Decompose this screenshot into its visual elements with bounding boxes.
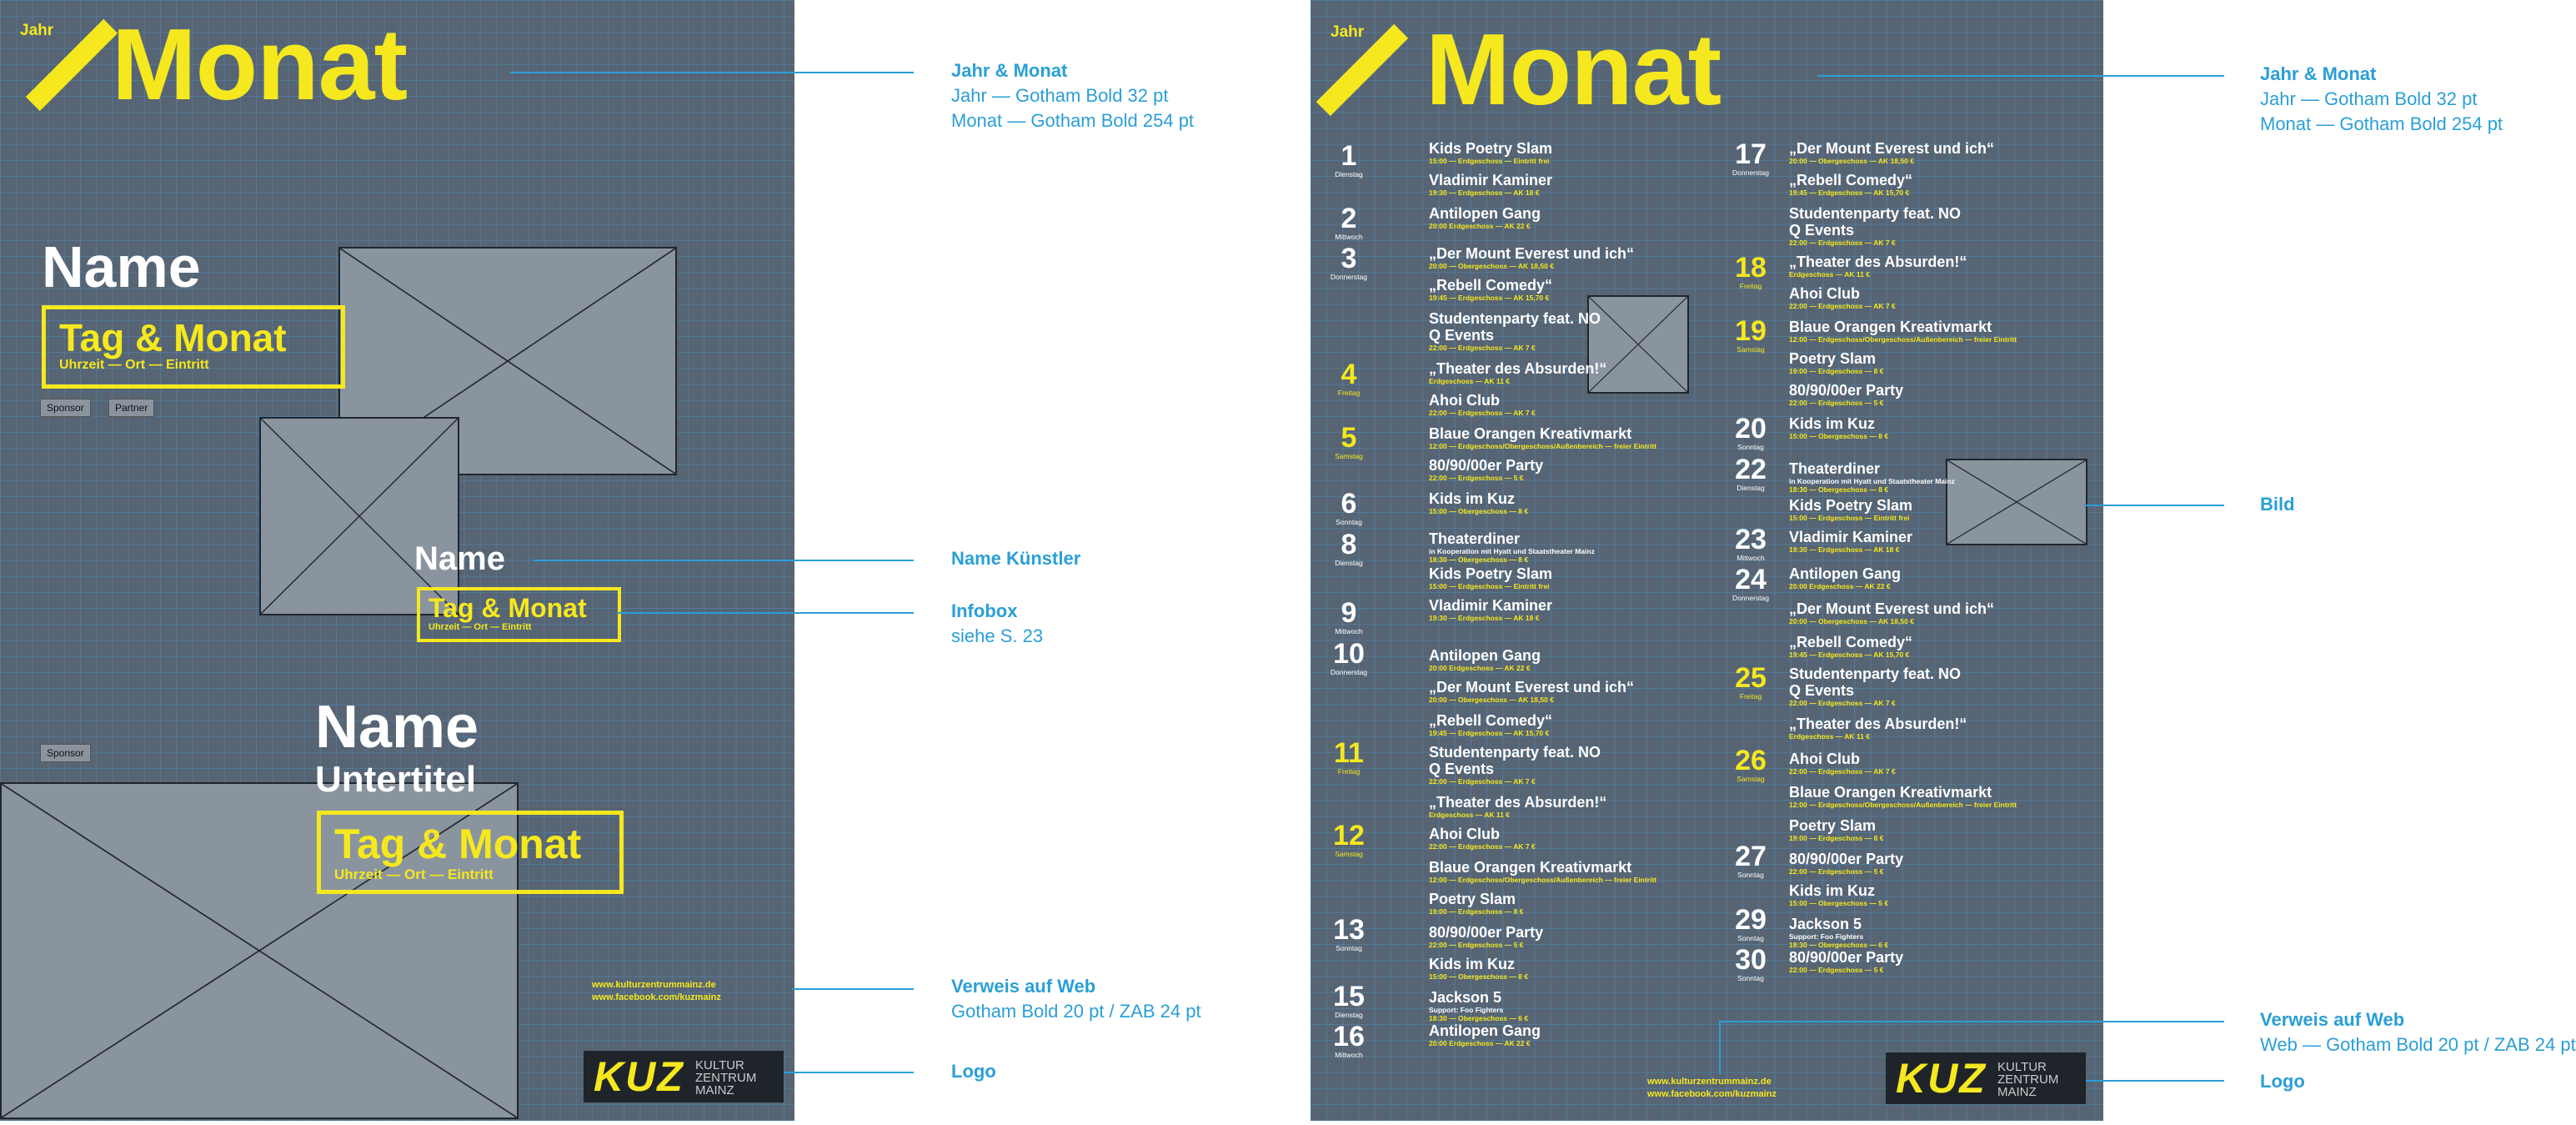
event-title: Theaterdiner	[1789, 460, 1881, 477]
event-info: 15:00 — Erdgeschoss — Eintritt frei	[1429, 582, 1550, 590]
logo-text: KULTUR ZENTRUM MAINZ	[695, 1058, 757, 1097]
day-number: 4	[1341, 359, 1357, 390]
weekday-label: Sonntag	[1737, 934, 1764, 942]
event-info: 12:00 — Erdgeschoss/Obergeschoss/Außenbereich — freier Eintritt	[1789, 801, 2017, 809]
event-title: 80/90/00er Party	[1429, 457, 1544, 474]
event-title: Kids im Kuz	[1429, 490, 1516, 507]
event-info: 22:00 — Erdgeschoss — 5 €	[1429, 474, 1524, 482]
event-title: „Der Mount Everest und ich“	[1429, 245, 1635, 262]
weekday-label: Freitag	[1337, 389, 1361, 397]
event-title: Antilopen Gang	[1429, 647, 1541, 664]
event-title: 80/90/00er Party	[1429, 924, 1544, 941]
calendar-day	[1324, 244, 1374, 281]
artist-name-1: Name	[42, 234, 201, 299]
event-info: Erdgeschoss — AK 11 €	[1429, 377, 1511, 385]
event-info: 15:00 — Erdgeschoss — Eintritt frei	[1429, 157, 1550, 165]
event-info: 22:00 — Erdgeschoss — AK 7 €	[1789, 699, 1896, 707]
day-number: 19	[1735, 315, 1767, 347]
calendar-day	[1726, 414, 1776, 451]
event-title: Vladimir Kaminer	[1789, 529, 1913, 545]
calendar-event	[1789, 665, 2106, 708]
calendar-event	[1789, 784, 2106, 810]
event-title: „Rebell Comedy“	[1789, 172, 1913, 188]
leader-line-logo	[784, 1072, 914, 1073]
weekday-label: Donnerstag	[1331, 273, 1367, 281]
logo-text: KULTUR ZENTRUM MAINZ	[1997, 1060, 2059, 1099]
event-info: 22:00 — Erdgeschoss — AK 7 €	[1429, 409, 1536, 417]
weekday-label: Sonntag	[1737, 443, 1764, 451]
event-title: „Rebell Comedy“	[1429, 712, 1553, 729]
event-info: 22:00 — Erdgeschoss — AK 7 €	[1789, 767, 1896, 776]
leader-line-infobox	[617, 612, 914, 614]
event-title: „Theater des Absurden!“	[1789, 254, 1967, 270]
calendar-event	[1429, 310, 1746, 353]
day-number: 23	[1735, 524, 1767, 555]
calendar-event	[1789, 254, 2106, 279]
event-info: 15:00 — Obergeschoss — 8 €	[1789, 432, 1889, 440]
sponsor-tag-2: Sponsor	[40, 744, 91, 762]
event-subtitle: Support: Foo Fighters	[1429, 1006, 1504, 1014]
calendar-event	[1429, 989, 1746, 1023]
leader-line-name	[534, 560, 914, 561]
infobox-2	[417, 587, 621, 642]
event-title: Jackson 5	[1789, 916, 1862, 932]
event-info: 22:00 — Erdgeschoss — 5 €	[1789, 867, 1884, 876]
calendar-event	[1429, 891, 1746, 917]
event-info: 19:45 — Erdgeschoss — AK 15,70 €	[1429, 729, 1550, 737]
weekday-label: Sonntag	[1336, 944, 1362, 952]
calendar-event	[1789, 565, 2106, 591]
calendar-day	[1324, 821, 1374, 858]
annotation-jahr-monat: Jahr & Monat Jahr — Gotham Bold 32 pt Monat — Gotham Bold 254 pt	[2260, 63, 2503, 134]
calendar-event	[1429, 172, 1746, 198]
calendar-event	[1429, 647, 1746, 673]
event-info: 19:30 — Erdgeschoss — AK 18 €	[1429, 614, 1540, 622]
day-number: 22	[1735, 454, 1767, 485]
kuz-logo	[1886, 1052, 2086, 1104]
annotation-web: Verweis auf Web Web — Gotham Bold 20 pt / ZAB 24 pt	[2260, 1009, 2576, 1055]
calendar-day	[1726, 455, 1776, 492]
kuz-logo	[584, 1051, 784, 1102]
event-info: 15:00 — Obergeschoss — 5 €	[1789, 899, 1889, 907]
event-info: 20:00 — Obergeschoss — AK 18,50 €	[1429, 696, 1554, 704]
event-info: 19:45 — Erdgeschoss — AK 15,70 €	[1429, 294, 1550, 302]
calendar-day	[1324, 916, 1374, 952]
facebook-link[interactable]: www.facebook.com/kuzmainz	[1647, 1089, 1777, 1099]
day-number: 18	[1735, 252, 1767, 284]
calendar-event	[1429, 425, 1746, 451]
day-number: 12	[1333, 820, 1365, 851]
event-info: 22:00 — Erdgeschoss — AK 7 €	[1429, 842, 1536, 851]
calendar-day	[1324, 739, 1374, 776]
calendar-event	[1429, 712, 1746, 738]
calendar-day	[1726, 254, 1776, 290]
calendar-event	[1429, 490, 1746, 516]
infobox-details: Uhrzeit — Ort — Eintritt	[428, 622, 532, 632]
weekday-label: Sonntag	[1737, 974, 1764, 982]
event-info: 19:00 — Erdgeschoss — 8 €	[1789, 834, 1884, 842]
calendar-event	[1789, 817, 2106, 843]
weekday-label: Samstag	[1737, 775, 1765, 783]
calendar-day	[1324, 490, 1374, 526]
calendar-event	[1789, 600, 2106, 626]
calendar-event	[1789, 350, 2106, 376]
event-title: Antilopen Gang	[1429, 205, 1541, 222]
event-title: „Theater des Absurden!“	[1429, 360, 1607, 377]
event-title: 80/90/00er Party	[1789, 851, 1904, 867]
year-label: Jahr	[20, 22, 54, 39]
web-links	[592, 979, 721, 1004]
event-info: 22:00 — Erdgeschoss — 5 €	[1429, 941, 1524, 949]
weekday-label: Mittwoch	[1335, 1051, 1363, 1059]
event-info: 22:00 — Erdgeschoss — AK 7 €	[1429, 777, 1536, 786]
calendar-day	[1726, 842, 1776, 879]
calendar-event	[1789, 140, 2106, 166]
weekday-label: Donnerstag	[1732, 168, 1769, 177]
event-title: Kids im Kuz	[1429, 956, 1516, 972]
calendar-event	[1789, 382, 2106, 408]
event-title: 80/90/00er Party	[1789, 949, 1904, 966]
month-title: Monat	[112, 8, 408, 121]
weekday-label: Donnerstag	[1732, 594, 1769, 602]
event-title: Jackson 5	[1429, 989, 1502, 1006]
calendar-event	[1429, 744, 1746, 786]
day-number: 25	[1735, 662, 1767, 694]
day-number: 13	[1333, 914, 1365, 946]
event-info: 22:00 — Erdgeschoss — 5 €	[1789, 966, 1884, 974]
event-title: Blaue Orangen Kreativmarkt	[1789, 319, 1992, 335]
day-number: 5	[1341, 422, 1357, 454]
calendar-day	[1324, 360, 1374, 397]
calendar-event	[1789, 851, 2106, 876]
calendar-event	[1429, 565, 1746, 591]
calendar-day	[1726, 946, 1776, 982]
infobox-1	[42, 305, 345, 389]
calendar-event	[1429, 597, 1746, 623]
annotation-web: Verweis auf Web Gotham Bold 20 pt / ZAB 24 pt	[951, 976, 1201, 1022]
calendar-event	[1429, 924, 1746, 950]
calendar-event	[1429, 826, 1746, 851]
event-title: Kids Poetry Slam	[1789, 497, 1913, 514]
event-info: 20:00 Erdgeschoss — AK 22 €	[1429, 1039, 1531, 1047]
day-number: 15	[1333, 981, 1365, 1012]
infobox-details: Uhrzeit — Ort — Eintritt	[334, 866, 494, 882]
event-info: 18:30 — Obergeschoss — 6 €	[1789, 941, 1889, 949]
calendar-event	[1789, 172, 2106, 198]
event-title: Vladimir Kaminer	[1429, 597, 1553, 614]
annotation-logo: Logo	[2260, 1071, 2305, 1092]
weekday-label: Donnerstag	[1331, 668, 1367, 676]
event-title: Antilopen Gang	[1789, 565, 1901, 582]
day-number: 9	[1341, 597, 1357, 629]
weekday-label: Samstag	[1335, 452, 1363, 460]
event-info: 20:00 — Obergeschoss — AK 18,50 €	[1789, 157, 1914, 165]
calendar-event	[1429, 245, 1746, 271]
event-title: Studentenparty feat. NO Q Events	[1429, 310, 1601, 344]
calendar-day	[1726, 140, 1776, 177]
infobox-details: Uhrzeit — Ort — Eintritt	[59, 358, 209, 372]
day-number: 11	[1334, 737, 1364, 769]
event-info: 18:30 — Obergeschoss — 8 €	[1429, 555, 1529, 564]
event-title: 80/90/00er Party	[1789, 382, 1904, 399]
calendar-day	[1324, 424, 1374, 460]
web-links	[1647, 1076, 1777, 1101]
event-title: „Rebell Comedy“	[1789, 634, 1913, 650]
leader-line-web	[792, 988, 914, 990]
day-number: 6	[1341, 488, 1357, 520]
event-title: Poetry Slam	[1429, 891, 1516, 907]
weekday-label: Dienstag	[1335, 1011, 1363, 1019]
event-title: Ahoi Club	[1789, 751, 1860, 767]
logo-mark: KUZ	[594, 1053, 684, 1100]
calendar-event	[1429, 1022, 1746, 1048]
day-number: 27	[1735, 841, 1767, 872]
calendar-event	[1429, 205, 1746, 231]
event-title: Poetry Slam	[1789, 817, 1877, 834]
calendar-day	[1726, 664, 1776, 701]
calendar-event	[1429, 956, 1746, 982]
calendar-event	[1789, 460, 2106, 495]
day-number: 30	[1735, 944, 1767, 976]
event-title: Studentenparty feat. NO Q Events	[1789, 665, 1962, 699]
event-info: 20:00 Erdgeschoss — AK 22 €	[1429, 664, 1531, 672]
calendar-day	[1324, 530, 1374, 567]
event-title: „Theater des Absurden!“	[1789, 716, 1967, 732]
facebook-link[interactable]: www.facebook.com/kuzmainz	[592, 992, 721, 1002]
calendar-day	[1324, 142, 1374, 178]
day-number: 1	[1341, 140, 1357, 172]
event-title: Ahoi Club	[1429, 826, 1500, 842]
day-number: 3	[1341, 243, 1357, 274]
calendar-event	[1789, 634, 2106, 660]
event-info: Erdgeschoss — AK 11 €	[1789, 732, 1871, 741]
sponsor-tag-1: Sponsor	[40, 399, 91, 417]
infobox-date: Tag & Monat	[59, 316, 287, 359]
calendar-event	[1429, 679, 1746, 705]
weekday-label: Mittwoch	[1737, 554, 1765, 562]
calendar-event	[1429, 360, 1746, 386]
event-title: Blaue Orangen Kreativmarkt	[1789, 784, 1992, 801]
year-label: Jahr	[1331, 23, 1365, 41]
website-link[interactable]: www.kulturzentrummainz.de	[1647, 1077, 1772, 1087]
event-info: 18:30 — Obergeschoss — 6 €	[1429, 1014, 1529, 1022]
event-title: „Theater des Absurden!“	[1429, 794, 1607, 811]
weekday-label: Samstag	[1335, 850, 1363, 858]
calendar-day	[1726, 317, 1776, 354]
weekday-label: Dienstag	[1335, 170, 1363, 178]
day-number: 24	[1735, 564, 1767, 595]
image-placeholder-2	[259, 417, 459, 615]
weekday-label: Sonntag	[1737, 871, 1764, 879]
calendar-event	[1789, 415, 2106, 441]
leader-line-web-vertical	[1719, 1021, 1721, 1074]
infobox-3	[317, 811, 624, 894]
event-title: „Rebell Comedy“	[1429, 277, 1553, 294]
calendar-event	[1429, 457, 1746, 483]
day-number: 17	[1735, 138, 1767, 170]
calendar-day	[1324, 982, 1374, 1019]
event-title: Poetry Slam	[1789, 350, 1877, 367]
day-number: 8	[1341, 529, 1357, 560]
day-number: 29	[1735, 904, 1767, 936]
calendar-event	[1429, 530, 1746, 565]
weekday-label: Samstag	[1737, 345, 1765, 354]
day-number: 2	[1341, 203, 1357, 234]
event-info: 22:00 — Erdgeschoss — 5 €	[1789, 399, 1884, 407]
event-info: 18:30 — Obergeschoss — 8 €	[1789, 485, 1889, 494]
weekday-label: Mittwoch	[1335, 233, 1363, 241]
calendar-event	[1429, 392, 1746, 418]
event-info: 12:00 — Erdgeschoss/Obergeschoss/Außenbereich — freier Eintritt	[1789, 335, 2017, 344]
event-info: 20:00 Erdgeschoss — AK 22 €	[1789, 582, 1891, 590]
event-info: 20:00 — Obergeschoss — AK 18,50 €	[1789, 617, 1914, 625]
website-link[interactable]: www.kulturzentrummainz.de	[592, 980, 716, 990]
artist-subtitle: Untertitel	[315, 759, 477, 800]
day-number: 26	[1735, 745, 1767, 776]
calendar-event	[1429, 140, 1746, 166]
event-info: 15:00 — Erdgeschoss — Eintritt frei	[1789, 514, 1910, 522]
day-number: 16	[1333, 1021, 1365, 1052]
calendar-day	[1726, 525, 1776, 562]
event-title: „Der Mount Everest und ich“	[1429, 679, 1635, 696]
calendar-day	[1324, 640, 1374, 676]
event-title: Blaue Orangen Kreativmarkt	[1429, 859, 1632, 876]
calendar-event	[1789, 205, 2106, 248]
event-title: Theaterdiner	[1429, 530, 1521, 547]
leader-line-jahr-monat	[1817, 75, 2224, 77]
event-info: 19:00 — Erdgeschoss — 8 €	[1789, 367, 1884, 375]
calendar-day	[1726, 746, 1776, 783]
annotation-bild: Bild	[2260, 494, 2295, 515]
leader-line-logo	[2086, 1080, 2224, 1082]
calendar-event	[1789, 882, 2106, 908]
calendar-event	[1429, 277, 1746, 303]
calendar-day	[1726, 565, 1776, 602]
event-info: 19:30 — Erdgeschoss — AK 18 €	[1789, 545, 1900, 554]
event-subtitle: in Kooperation mit Hyatt und Staatstheater Mainz	[1789, 477, 1955, 485]
calendar-event	[1789, 497, 2106, 523]
event-subtitle: Support: Foo Fighters	[1789, 932, 1864, 941]
event-title: Studentenparty feat. NO Q Events	[1789, 205, 1962, 239]
calendar-day	[1324, 1022, 1374, 1059]
event-title: Blaue Orangen Kreativmarkt	[1429, 425, 1632, 442]
event-title: „Der Mount Everest und ich“	[1789, 600, 1995, 617]
event-title: Kids Poetry Slam	[1429, 140, 1553, 157]
event-title: Ahoi Club	[1789, 285, 1860, 302]
artist-name-2: Name	[414, 540, 505, 577]
leader-line-bild	[2084, 505, 2224, 506]
event-title: Antilopen Gang	[1429, 1022, 1541, 1039]
poster-template-event-calendar	[1311, 0, 2103, 1121]
event-info: Erdgeschoss — AK 11 €	[1789, 270, 1871, 279]
event-info: 19:45 — Erdgeschoss — AK 15,70 €	[1789, 188, 1910, 197]
calendar-event	[1429, 794, 1746, 820]
event-info: 19:30 — Erdgeschoss — AK 18 €	[1429, 188, 1540, 197]
weekday-label: Sonntag	[1336, 518, 1362, 526]
calendar-event	[1789, 916, 2106, 950]
weekday-label: Dienstag	[1335, 559, 1363, 567]
logo-mark: KUZ	[1896, 1055, 1987, 1102]
partner-tag: Partner	[108, 399, 154, 417]
annotation-logo: Logo	[951, 1061, 996, 1082]
artist-name-3: Name	[315, 694, 479, 761]
infobox-date: Tag & Monat	[428, 593, 587, 623]
event-info: 12:00 — Erdgeschoss/Obergeschoss/Außenbereich — freier Eintritt	[1429, 442, 1657, 450]
weekday-label: Freitag	[1337, 767, 1361, 776]
calendar-day	[1726, 906, 1776, 942]
calendar-event	[1789, 529, 2106, 555]
leader-line-jahr-monat	[510, 72, 914, 73]
event-title: „Der Mount Everest und ich“	[1789, 140, 1995, 157]
leader-line-web	[1719, 1021, 2224, 1022]
event-info: 15:00 — Obergeschoss — 8 €	[1429, 972, 1529, 981]
event-info: 19:45 — Erdgeschoss — AK 15,70 €	[1789, 650, 1910, 659]
weekday-label: Dienstag	[1737, 484, 1765, 492]
infobox-date: Tag & Monat	[334, 821, 582, 867]
event-title: Kids im Kuz	[1789, 415, 1876, 432]
annotation-jahr-monat: Jahr & Monat Jahr — Gotham Bold 32 pt Monat — Gotham Bold 254 pt	[951, 60, 1195, 131]
weekday-label: Freitag	[1739, 282, 1762, 290]
event-title: Vladimir Kaminer	[1429, 172, 1553, 188]
calendar-event	[1789, 319, 2106, 344]
calendar-event	[1789, 751, 2106, 776]
calendar-event	[1789, 716, 2106, 741]
calendar-day	[1324, 204, 1374, 241]
event-info: 22:00 — Erdgeschoss — AK 7 €	[1789, 302, 1896, 310]
event-title: Kids im Kuz	[1789, 882, 1876, 899]
event-info: 20:00 Erdgeschoss — AK 22 €	[1429, 222, 1531, 230]
calendar-event	[1789, 949, 2106, 975]
annotation-name-kuenstler: Name Künstler	[951, 548, 1081, 569]
weekday-label: Mittwoch	[1335, 627, 1363, 635]
event-info: 20:00 — Obergeschoss — AK 18,50 €	[1429, 262, 1554, 270]
day-number: 20	[1735, 413, 1767, 444]
event-subtitle: in Kooperation mit Hyatt und Staatstheater Mainz	[1429, 547, 1595, 555]
annotation-infobox: Infobox siehe S. 23	[951, 600, 1044, 646]
weekday-label: Freitag	[1739, 692, 1762, 701]
event-title: Studentenparty feat. NO Q Events	[1429, 744, 1601, 777]
event-info: 19:00 — Erdgeschoss — 8 €	[1429, 907, 1524, 916]
calendar-day	[1324, 599, 1374, 635]
event-title: Ahoi Club	[1429, 392, 1500, 409]
event-info: 15:00 — Obergeschoss — 8 €	[1429, 507, 1529, 515]
event-info: Erdgeschoss — AK 11 €	[1429, 811, 1511, 819]
event-title: Kids Poetry Slam	[1429, 565, 1553, 582]
day-number: 10	[1333, 638, 1365, 670]
calendar-event	[1429, 859, 1746, 885]
calendar-event	[1789, 285, 2106, 311]
event-info: 22:00 — Erdgeschoss — AK 7 €	[1789, 239, 1896, 247]
event-info: 12:00 — Erdgeschoss/Obergeschoss/Außenbereich — freier Eintritt	[1429, 876, 1657, 884]
month-title: Monat	[1426, 13, 1722, 126]
event-info: 22:00 — Erdgeschoss — AK 7 €	[1429, 344, 1536, 352]
